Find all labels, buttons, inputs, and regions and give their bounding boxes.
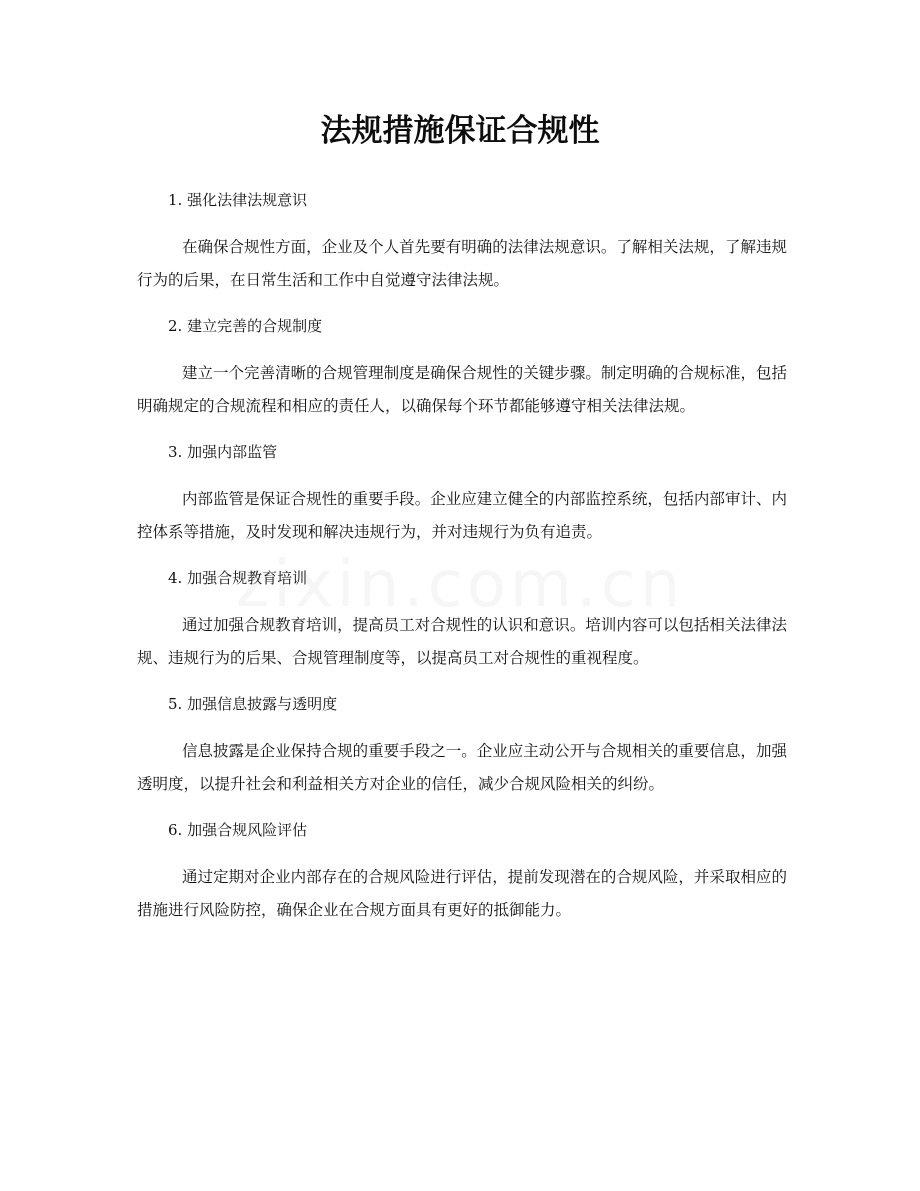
section-paragraph: 在确保合规性方面，企业及个人首先要有明确的法律法规意识。了解相关法规，了解违规行为的后果，在日常生活和工作中自觉遵守法律法规。 [137,238,787,289]
section-1 [137,185,787,297]
section-5 [137,689,787,801]
section-heading: 2. 建立完善的合规制度 [168,317,323,335]
section-paragraph: 信息披露是企业保持合规的重要手段之一。企业应主动公开与合规相关的重要信息，加强透明度，以提升社会和利益相关方对企业的信任，减少合规风险相关的纠纷。 [137,742,787,793]
section-heading: 6. 加强合规风险评估 [168,821,308,839]
section-paragraph: 内部监管是保证合规性的重要手段。企业应建立健全的内部监控系统，包括内部审计、内控体系等措施，及时发现和解决违规行为，并对违规行为负有追责。 [137,490,787,541]
section-heading: 5. 加强信息披露与透明度 [168,695,338,713]
section-paragraph: 通过加强合规教育培训，提高员工对合规性的认识和意识。培训内容可以包括相关法律法规、违规行为的后果、合规管理制度等，以提高员工对合规性的重视程度。 [137,616,787,667]
section-4 [137,563,787,675]
section-3 [137,437,787,549]
section-6 [137,815,787,927]
section-paragraph: 通过定期对企业内部存在的合规风险进行评估，提前发现潜在的合规风险，并采取相应的措施进行风险防控，确保企业在合规方面具有更好的抵御能力。 [137,868,787,919]
section-heading: 4. 加强合规教育培训 [168,569,308,587]
section-paragraph: 建立一个完善清晰的合规管理制度是确保合规性的关键步骤。制定明确的合规标准，包括明确规定的合规流程和相应的责任人，以确保每个环节都能够遵守相关法律法规。 [137,364,787,415]
section-2 [137,311,787,423]
section-heading: 3. 加强内部监管 [168,443,278,461]
document-title: 法规措施保证合规性 [320,113,600,149]
document-body [137,185,787,941]
section-heading: 1. 强化法律法规意识 [168,191,308,209]
